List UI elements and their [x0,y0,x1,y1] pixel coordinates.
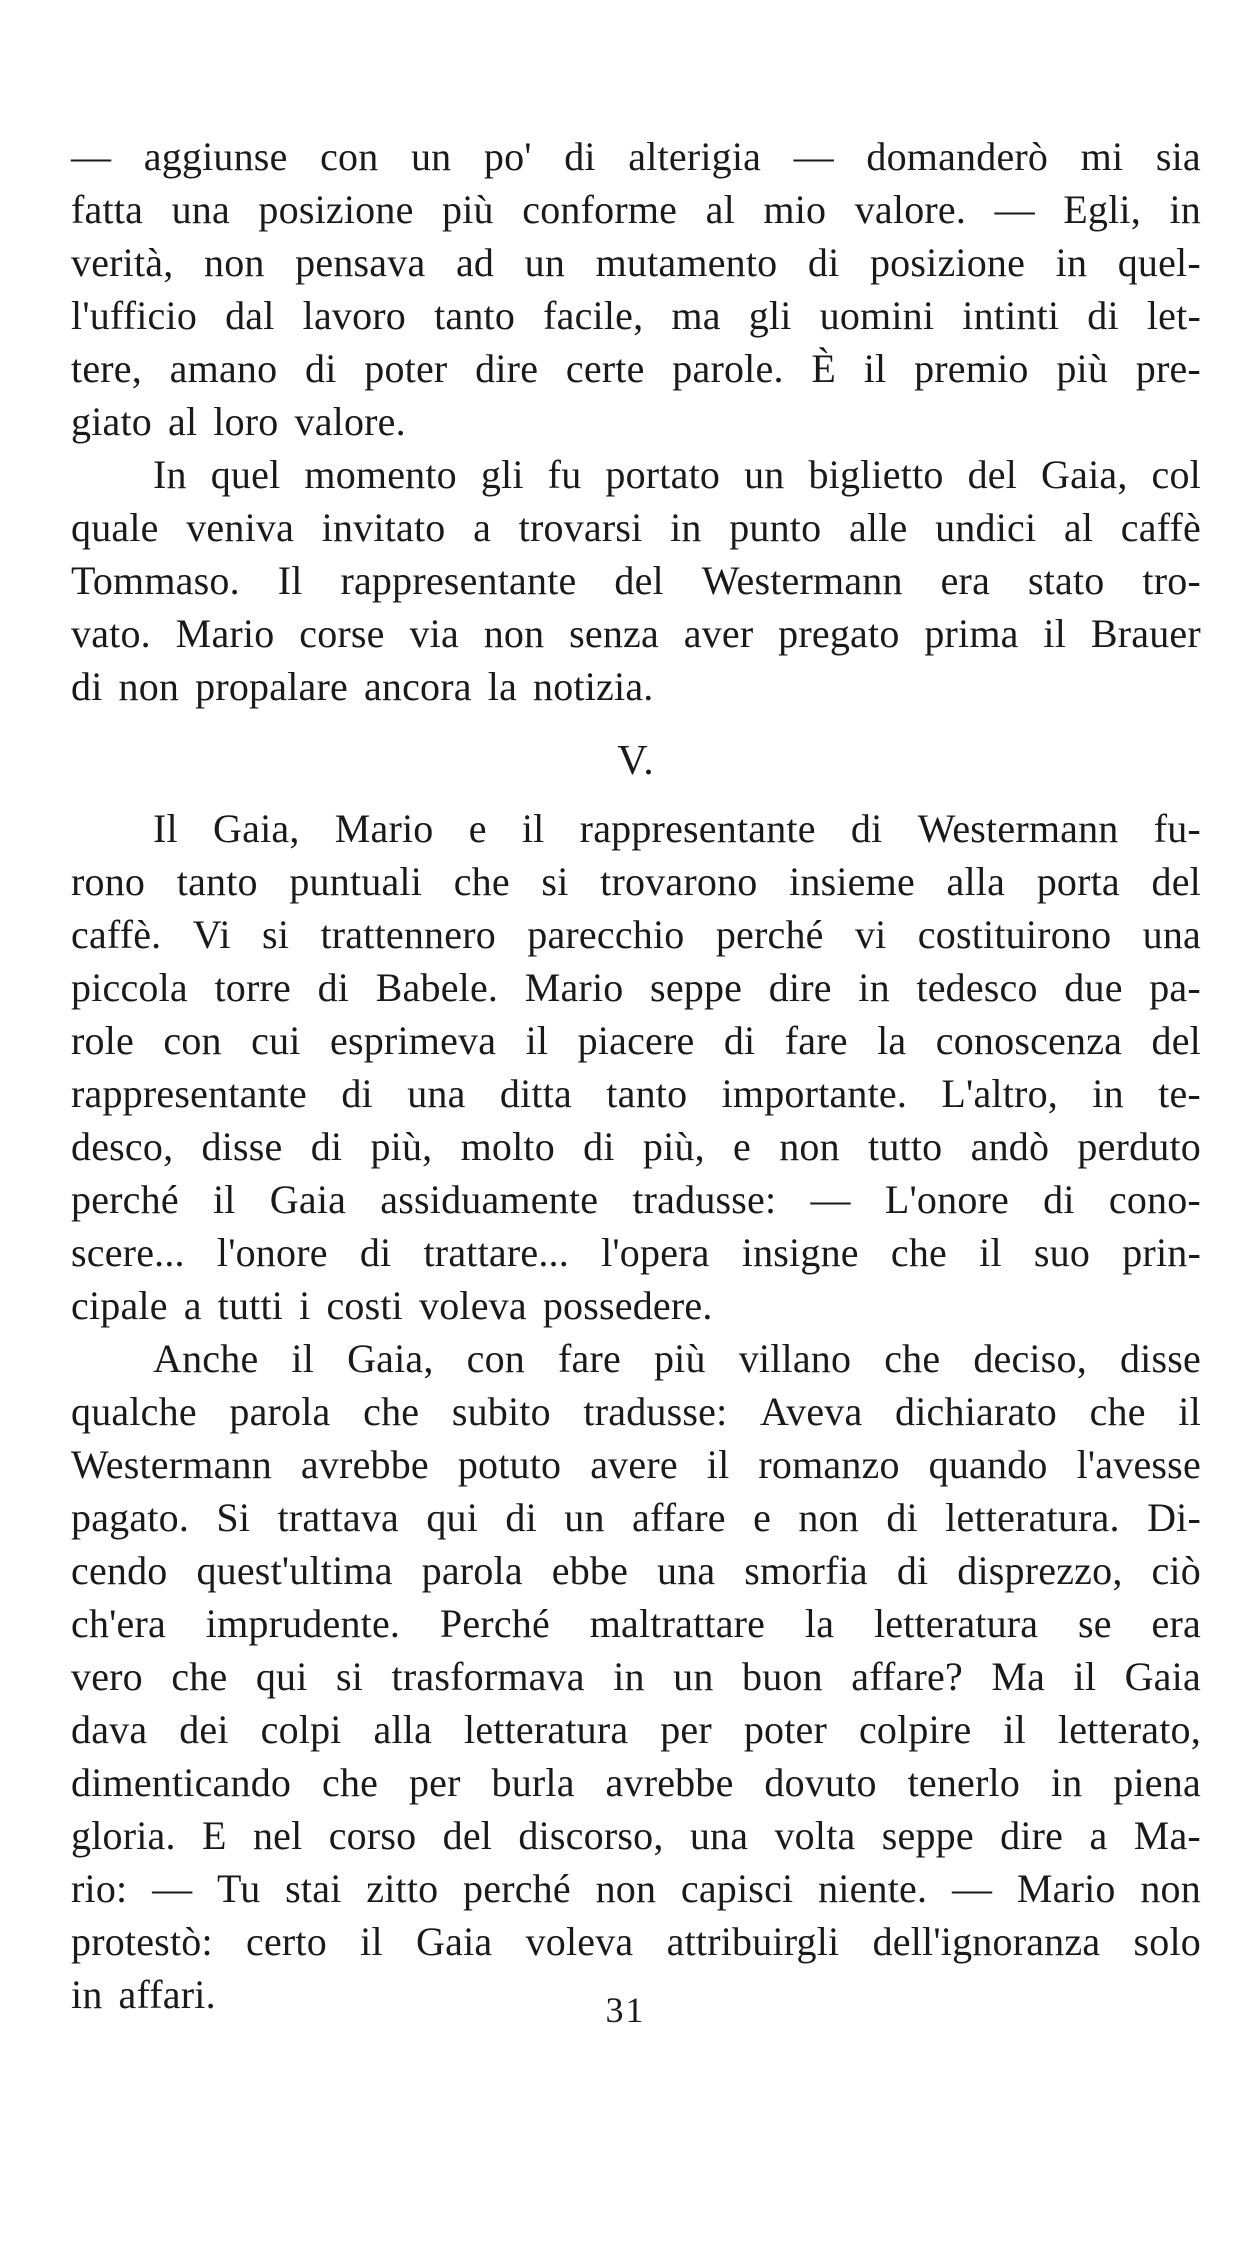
text-line: rio: — Tu stai zitto perché non capisci niente. — Mario non [71,1866,1201,1911]
text-line: giato al loro valore. [71,399,406,444]
paragraph [71,802,1201,1332]
text-line: role con cui esprimeva il piacere di fare la conoscenza del [71,1018,1201,1063]
text-line: Anche il Gaia, con fare più villano che deciso, disse [153,1336,1201,1381]
text-line: cendo quest'ultima parola ebbe una smorfia di disprezzo, ciò [71,1548,1201,1593]
text-line: l'ufficio dal lavoro tanto facile, ma gli uomini intinti di let- [71,293,1201,338]
page-number: 31 [605,1990,646,2030]
text-line: fatta una posizione più conforme al mio valore. — Egli, in [71,187,1201,232]
text-line: vero che qui si trasformava in un buon affare? Ma il Gaia [71,1654,1201,1699]
text-line: cipale a tutti i costi voleva possedere. [71,1283,713,1328]
text-line: perché il Gaia assiduamente tradusse: — L'onore di cono- [71,1177,1201,1222]
text-line: di non propalare ancora la notizia. [71,664,654,709]
text-line: caffè. Vi si trattennero parecchio perché vi costituirono una [71,912,1201,957]
text-line: vato. Mario corse via non senza aver pregato prima il Brauer [71,611,1201,656]
text-line: Westermann avrebbe potuto avere il romanzo quando l'avesse [71,1442,1201,1487]
text-line: ch'era imprudente. Perché maltrattare la letteratura se era [71,1601,1201,1646]
text-line: rappresentante di una ditta tanto importante. L'altro, in te- [71,1071,1201,1116]
chapter-heading: V. [617,738,655,784]
text-block-top [71,130,1201,713]
text-line: in affari. [71,1972,216,2017]
text-line: Il Gaia, Mario e il rappresentante di Westermann fu- [153,806,1201,851]
text-line: — aggiunse con un po' di alterigia — domanderò mi sia [71,134,1201,179]
paragraph [71,1332,1201,2021]
paragraph [71,130,1201,448]
text-line: tere, amano di poter dire certe parole. È il premio più pre- [71,346,1201,391]
text-block-bottom [71,802,1201,2021]
text-line: quale veniva invitato a trovarsi in punto alle undici al caffè [71,505,1201,550]
text-line: protestò: certo il Gaia voleva attribuirgli dell'ignoranza solo [71,1919,1201,1964]
text-line: piccola torre di Babele. Mario seppe dire in tedesco due pa- [71,965,1201,1010]
paragraph [71,448,1201,713]
text-line: scere... l'onore di trattare... l'opera insigne che il suo prin- [71,1230,1201,1275]
text-line: Tommaso. Il rappresentante del Westermann era stato tro- [71,558,1201,603]
text-line: pagato. Si trattava qui di un affare e non di letteratura. Di- [71,1495,1201,1540]
text-line: verità, non pensava ad un mutamento di posizione in quel- [71,240,1201,285]
text-line: In quel momento gli fu portato un biglietto del Gaia, col [153,452,1201,497]
text-line: dimenticando che per burla avrebbe dovuto tenerlo in piena [71,1760,1201,1805]
text-line: desco, disse di più, molto di più, e non tutto andò perduto [71,1124,1201,1169]
text-line: gloria. E nel corso del discorso, una volta seppe dire a Ma- [71,1813,1201,1858]
text-line: qualche parola che subito tradusse: Aveva dichiarato che il [71,1389,1201,1434]
book-page [71,130,1201,2021]
text-line: dava dei colpi alla letteratura per poter colpire il letterato, [71,1707,1201,1752]
text-line: rono tanto puntuali che si trovarono insieme alla porta del [71,859,1201,904]
